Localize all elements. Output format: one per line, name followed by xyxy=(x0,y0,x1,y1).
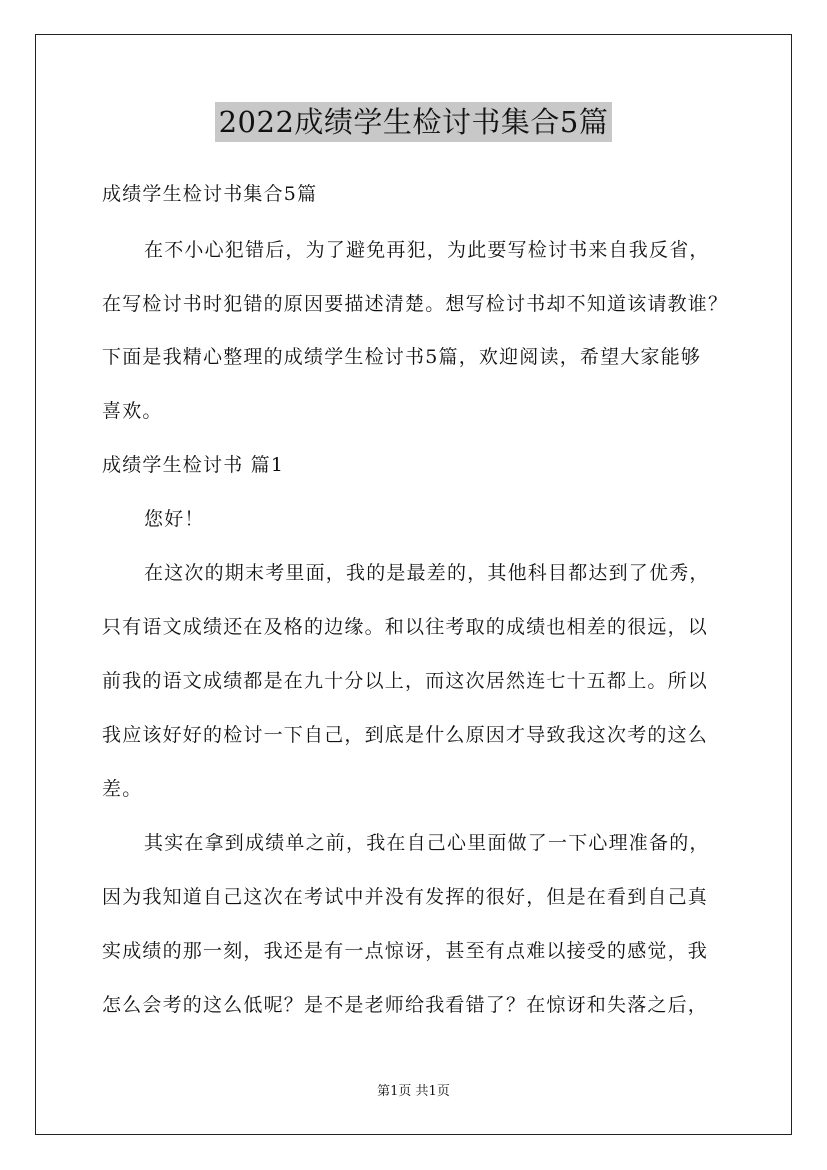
paragraph-line: 在这次的期末考里面，我的是最差的，其他科目都达到了优秀， xyxy=(144,562,710,584)
greeting: 您好！ xyxy=(144,508,205,530)
page-number-footer: 第1页 共1页 xyxy=(377,1084,450,1099)
paragraph-line: 只有语文成绩还在及格的边缘。和以往考取的成绩也相差的很远，以 xyxy=(102,616,709,638)
title-container xyxy=(0,102,827,142)
intro-line: 喜欢。 xyxy=(102,400,163,422)
paragraph-line: 前我的语文成绩都是在九十分以上，而这次居然连七十五都上。所以 xyxy=(102,670,709,692)
paragraph-line: 我应该好好的检讨一下自己，到底是什么原因才导致我这次考的这么 xyxy=(102,724,709,746)
intro-line: 下面是我精心整理的成绩学生检讨书5篇，欢迎阅读，希望大家能够 xyxy=(102,346,702,368)
section-heading: 成绩学生检讨书 篇1 xyxy=(102,454,285,476)
paragraph-line: 实成绩的那一刻，我还是有一点惊讶，甚至有点难以接受的感觉，我 xyxy=(102,940,709,962)
document-subtitle: 成绩学生检讨书集合5篇 xyxy=(102,183,318,205)
paragraph-line: 差。 xyxy=(102,778,143,800)
intro-line: 在不小心犯错后，为了避免再犯，为此要写检讨书来自我反省， xyxy=(144,239,710,261)
paragraph-line: 其实在拿到成绩单之前，我在自己心里面做了一下心理准备的， xyxy=(144,832,710,854)
paragraph-line: 因为我知道自己这次在考试中并没有发挥的很好，但是在看到自己真 xyxy=(102,886,709,908)
paragraph-line: 怎么会考的这么低呢？是不是老师给我看错了？在惊讶和失落之后， xyxy=(102,994,709,1016)
intro-line: 在写检讨书时犯错的原因要描述清楚。想写检讨书却不知道该请教谁？ xyxy=(102,293,729,315)
document-title: 2022成绩学生检讨书集合5篇 xyxy=(215,102,613,142)
